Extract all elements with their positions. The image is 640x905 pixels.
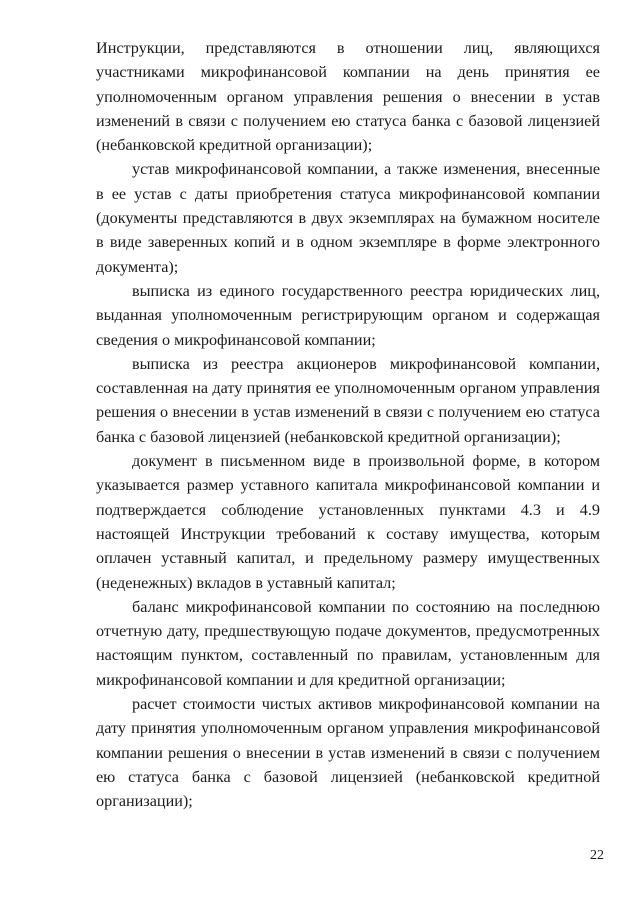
paragraph: расчет стоимости чистых активов микрофинансовой компании на дату принятия уполномоченным органом управления микрофинансовой компании решения о внесении в устав изменений в связи с получением ею статуса банка с базовой лицензией (небанковской кредитной организации);	[96, 695, 600, 811]
paragraph: документ в письменном виде в произвольной форме, в котором указывается размер уставного капитала микрофинансовой компании и подтверждается соблюдение установленных пунктами 4.3 и 4.9 настоящей Инструкции требований к составу имущества, которым оплачен уставный капитал, и предельному размеру имущественных (неденежных) вкладов в уставный капитал;	[96, 452, 600, 592]
paragraph: устав микрофинансовой компании, а также изменения, внесенные в ее устав с даты приобретения статуса микрофинансовой компании (документы представляются в двух экземплярах на бумажном носителе в виде заверенных копий и в одном экземпляре в форме электронного документа);	[96, 160, 600, 276]
paragraph: выписка из реестра акционеров микрофинансовой компании, составленная на дату принятия ее уполномоченным органом управления решения о внесении в устав изменений в связи с получением ею статуса банка с базовой лицензией (небанковской кредитной организации);	[96, 354, 600, 446]
paragraph: выписка из единого государственного реестра юридических лиц, выданная уполномоченным регистрирующим органом и содержащая сведения о микрофинансовой компании;	[96, 281, 600, 349]
page-number: 22	[590, 848, 604, 863]
paragraph: Инструкции, представляются в отношении лиц, являющихся участниками микрофинансовой компании на день принятия ее уполномоченным органом управления решения о внесении в устав изменений в связи с получением ею статуса банка с базовой лицензией (небанковской кредитной организации);	[96, 39, 600, 155]
paragraph: баланс микрофинансовой компании по состоянию на последнюю отчетную дату, предшествующую подаче документов, предусмотренных настоящим пунктом, составленный по правилам, установленным для микрофинансовой компании и для кредитной организации;	[96, 597, 600, 689]
document-body	[96, 36, 600, 814]
